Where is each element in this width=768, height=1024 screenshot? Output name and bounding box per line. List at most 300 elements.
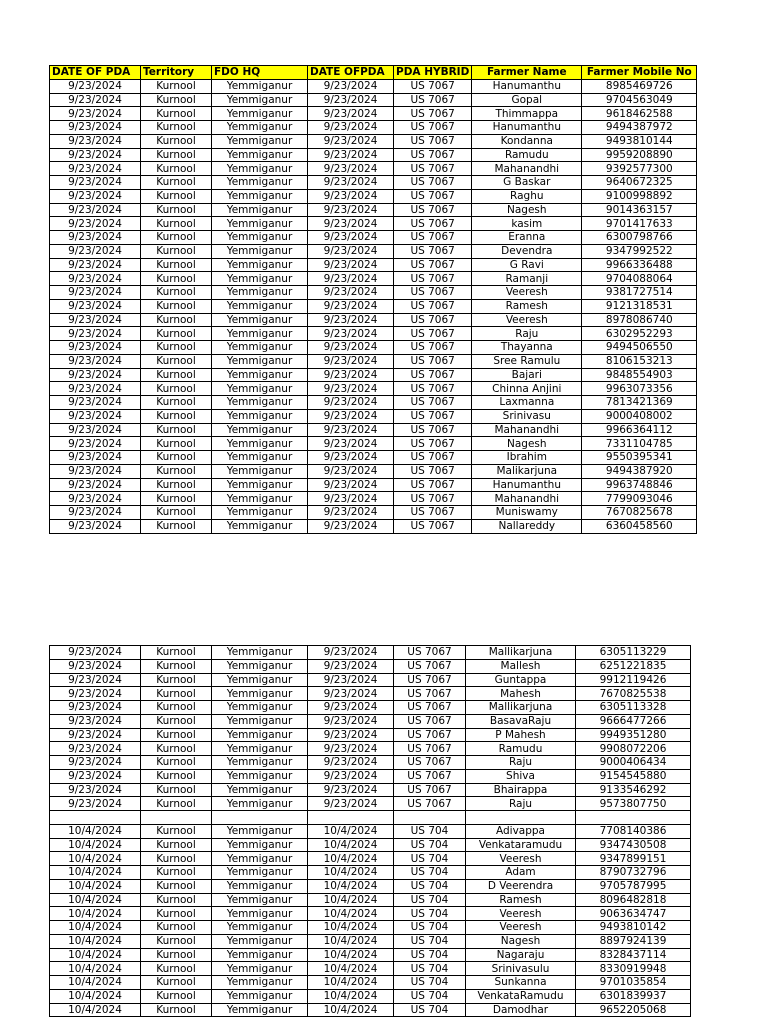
cell-territory: Kurnool (141, 769, 212, 783)
cell-fdo-hq: Yemmiganur (212, 203, 308, 217)
cell-fdo-hq (212, 811, 308, 825)
cell-territory: Kurnool (141, 948, 212, 962)
cell-farmer-name: Hanumanthu (472, 478, 582, 492)
cell-farmer-name: Sree Ramulu (472, 354, 582, 368)
cell-fdo-hq: Yemmiganur (212, 893, 308, 907)
cell-farmer-name: Adam (466, 866, 576, 880)
cell-pda-hybrid: US 704 (394, 907, 466, 921)
table-row (50, 451, 697, 465)
cell-pda-hybrid: US 7067 (394, 231, 472, 245)
cell-date-of-pda: 9/23/2024 (50, 646, 141, 660)
cell-territory: Kurnool (141, 893, 212, 907)
cell-farmer-name: P Mahesh (466, 728, 576, 742)
cell-farmer-mobile: 9908072206 (576, 742, 691, 756)
cell-date-ofpda: 9/23/2024 (308, 107, 394, 121)
cell-pda-hybrid: US 7067 (394, 272, 472, 286)
cell-farmer-name: Ramanji (472, 272, 582, 286)
table-row (50, 286, 697, 300)
table-row (50, 921, 691, 935)
cell-pda-hybrid: US 7067 (394, 176, 472, 190)
table-row (50, 866, 691, 880)
cell-farmer-mobile: 6302952293 (582, 327, 697, 341)
cell-date-ofpda: 9/23/2024 (308, 299, 394, 313)
cell-fdo-hq: Yemmiganur (212, 701, 308, 715)
cell-pda-hybrid: US 7067 (394, 148, 472, 162)
cell-territory: Kurnool (141, 756, 212, 770)
cell-fdo-hq: Yemmiganur (212, 299, 308, 313)
cell-territory: Kurnool (141, 866, 212, 880)
cell-pda-hybrid: US 7067 (394, 409, 472, 423)
cell-date-of-pda: 9/23/2024 (50, 769, 141, 783)
cell-farmer-name: Hanumanthu (472, 79, 582, 93)
cell-farmer-mobile: 9848554903 (582, 368, 697, 382)
cell-date-ofpda: 9/23/2024 (308, 93, 394, 107)
cell-farmer-mobile: 9704088064 (582, 272, 697, 286)
cell-date-of-pda: 9/23/2024 (50, 79, 141, 93)
cell-date-ofpda: 10/4/2024 (308, 948, 394, 962)
table-row (50, 121, 697, 135)
cell-farmer-mobile: 6305113229 (576, 646, 691, 660)
cell-date-ofpda: 9/23/2024 (308, 286, 394, 300)
cell-date-of-pda: 10/4/2024 (50, 921, 141, 935)
table-row (50, 258, 697, 272)
cell-date-of-pda: 10/4/2024 (50, 962, 141, 976)
cell-farmer-name: Ramudu (472, 148, 582, 162)
cell-date-of-pda: 9/23/2024 (50, 506, 141, 520)
cell-farmer-mobile: 6251221835 (576, 659, 691, 673)
cell-pda-hybrid: US 7067 (394, 492, 472, 506)
table-row (50, 409, 697, 423)
table-row (50, 811, 691, 825)
cell-territory: Kurnool (141, 437, 212, 451)
cell-farmer-mobile: 7331104785 (582, 437, 697, 451)
cell-territory: Kurnool (141, 286, 212, 300)
cell-farmer-name (466, 811, 576, 825)
table-row (50, 299, 697, 313)
cell-territory: Kurnool (141, 244, 212, 258)
table-row (50, 756, 691, 770)
cell-pda-hybrid: US 7067 (394, 382, 472, 396)
cell-farmer-mobile: 8985469726 (582, 79, 697, 93)
cell-date-of-pda: 9/23/2024 (50, 258, 141, 272)
cell-fdo-hq: Yemmiganur (212, 742, 308, 756)
cell-date-of-pda: 9/23/2024 (50, 478, 141, 492)
cell-pda-hybrid: US 704 (394, 921, 466, 935)
cell-farmer-name: Mahanandhi (472, 423, 582, 437)
cell-date-ofpda: 9/23/2024 (308, 673, 394, 687)
cell-date-ofpda: 9/23/2024 (308, 162, 394, 176)
cell-date-of-pda: 9/23/2024 (50, 437, 141, 451)
cell-date-of-pda: 9/23/2024 (50, 162, 141, 176)
cell-farmer-name: Bhairappa (466, 783, 576, 797)
cell-pda-hybrid: US 7067 (394, 423, 472, 437)
table-row (50, 948, 691, 962)
cell-pda-hybrid: US 7067 (394, 93, 472, 107)
cell-territory: Kurnool (141, 783, 212, 797)
cell-date-ofpda: 9/23/2024 (308, 646, 394, 660)
cell-date-ofpda: 9/23/2024 (308, 742, 394, 756)
cell-fdo-hq: Yemmiganur (212, 506, 308, 520)
cell-pda-hybrid: US 704 (394, 976, 466, 990)
cell-fdo-hq: Yemmiganur (212, 921, 308, 935)
cell-date-of-pda: 10/4/2024 (50, 948, 141, 962)
cell-farmer-mobile: 9573807750 (576, 797, 691, 811)
cell-farmer-mobile: 9959208890 (582, 148, 697, 162)
cell-date-ofpda: 9/23/2024 (308, 258, 394, 272)
cell-farmer-name: Mahanandhi (472, 162, 582, 176)
cell-date-of-pda: 9/23/2024 (50, 272, 141, 286)
cell-farmer-mobile: 8330919948 (576, 962, 691, 976)
cell-date-of-pda: 9/23/2024 (50, 687, 141, 701)
cell-farmer-mobile: 9618462588 (582, 107, 697, 121)
cell-territory: Kurnool (141, 852, 212, 866)
cell-date-of-pda: 10/4/2024 (50, 1003, 141, 1017)
cell-date-ofpda: 9/23/2024 (308, 341, 394, 355)
cell-farmer-mobile: 9494506550 (582, 341, 697, 355)
cell-farmer-name: Raghu (472, 189, 582, 203)
cell-farmer-mobile: 9640672325 (582, 176, 697, 190)
cell-fdo-hq: Yemmiganur (212, 464, 308, 478)
cell-fdo-hq: Yemmiganur (212, 437, 308, 451)
cell-date-ofpda: 9/23/2024 (308, 217, 394, 231)
cell-fdo-hq: Yemmiganur (212, 934, 308, 948)
cell-territory: Kurnool (141, 409, 212, 423)
cell-fdo-hq: Yemmiganur (212, 838, 308, 852)
cell-date-of-pda: 9/23/2024 (50, 286, 141, 300)
cell-fdo-hq: Yemmiganur (212, 93, 308, 107)
table-row (50, 728, 691, 742)
table-row (50, 907, 691, 921)
cell-date-of-pda: 9/23/2024 (50, 134, 141, 148)
cell-fdo-hq: Yemmiganur (212, 327, 308, 341)
table-row (50, 203, 697, 217)
cell-territory: Kurnool (141, 921, 212, 935)
cell-territory: Kurnool (141, 742, 212, 756)
cell-date-ofpda (308, 811, 394, 825)
cell-farmer-mobile: 9100998892 (582, 189, 697, 203)
cell-farmer-name: Srinivasu (472, 409, 582, 423)
cell-date-ofpda: 9/23/2024 (308, 478, 394, 492)
table-row (50, 272, 697, 286)
cell-pda-hybrid: US 7067 (394, 341, 472, 355)
table-row (50, 687, 691, 701)
cell-date-ofpda: 9/23/2024 (308, 176, 394, 190)
cell-farmer-name: VenkataRamudu (466, 989, 576, 1003)
cell-farmer-mobile: 9381727514 (582, 286, 697, 300)
table-body (50, 646, 691, 1017)
cell-farmer-mobile: 9347430508 (576, 838, 691, 852)
cell-date-ofpda: 9/23/2024 (308, 79, 394, 93)
cell-farmer-name: Hanumanthu (472, 121, 582, 135)
cell-date-ofpda: 9/23/2024 (308, 451, 394, 465)
cell-date-of-pda: 9/23/2024 (50, 107, 141, 121)
cell-territory: Kurnool (141, 687, 212, 701)
cell-farmer-name: Mallikarjuna (466, 701, 576, 715)
cell-territory: Kurnool (141, 121, 212, 135)
cell-date-ofpda: 9/23/2024 (308, 231, 394, 245)
cell-pda-hybrid: US 704 (394, 866, 466, 880)
cell-farmer-name: Gopal (472, 93, 582, 107)
cell-fdo-hq: Yemmiganur (212, 659, 308, 673)
cell-date-ofpda: 10/4/2024 (308, 921, 394, 935)
cell-fdo-hq: Yemmiganur (212, 783, 308, 797)
table-row (50, 368, 697, 382)
cell-pda-hybrid: US 7067 (394, 203, 472, 217)
cell-fdo-hq: Yemmiganur (212, 852, 308, 866)
cell-farmer-name: D Veerendra (466, 879, 576, 893)
cell-territory: Kurnool (141, 838, 212, 852)
cell-date-of-pda: 9/23/2024 (50, 176, 141, 190)
cell-pda-hybrid: US 7067 (394, 742, 466, 756)
cell-date-of-pda (50, 811, 141, 825)
cell-date-ofpda: 9/23/2024 (308, 368, 394, 382)
table-row (50, 327, 697, 341)
cell-date-of-pda: 9/23/2024 (50, 203, 141, 217)
header-date-ofpda: DATE OFPDA (308, 66, 394, 80)
table-row (50, 382, 697, 396)
cell-date-ofpda: 9/23/2024 (308, 121, 394, 135)
table-row (50, 893, 691, 907)
cell-territory: Kurnool (141, 714, 212, 728)
cell-farmer-mobile: 9347899151 (576, 852, 691, 866)
cell-farmer-name: Mahanandhi (472, 492, 582, 506)
cell-farmer-mobile: 6360458560 (582, 519, 697, 533)
cell-farmer-name: BasavaRaju (466, 714, 576, 728)
cell-fdo-hq: Yemmiganur (212, 121, 308, 135)
cell-date-ofpda: 9/23/2024 (308, 134, 394, 148)
cell-fdo-hq: Yemmiganur (212, 244, 308, 258)
table-row (50, 437, 697, 451)
cell-pda-hybrid: US 7067 (394, 797, 466, 811)
cell-territory: Kurnool (141, 673, 212, 687)
cell-farmer-mobile: 9652205068 (576, 1003, 691, 1017)
cell-date-ofpda: 9/23/2024 (308, 464, 394, 478)
cell-territory: Kurnool (141, 962, 212, 976)
cell-pda-hybrid (394, 811, 466, 825)
cell-pda-hybrid: US 7067 (394, 714, 466, 728)
cell-pda-hybrid: US 7067 (394, 437, 472, 451)
cell-fdo-hq: Yemmiganur (212, 162, 308, 176)
cell-farmer-name: Ramesh (466, 893, 576, 907)
cell-date-ofpda: 9/23/2024 (308, 244, 394, 258)
cell-pda-hybrid: US 7067 (394, 368, 472, 382)
cell-date-of-pda: 9/23/2024 (50, 327, 141, 341)
cell-farmer-mobile: 7670825678 (582, 506, 697, 520)
cell-territory: Kurnool (141, 506, 212, 520)
cell-territory: Kurnool (141, 313, 212, 327)
table-row (50, 838, 691, 852)
cell-date-of-pda: 9/23/2024 (50, 121, 141, 135)
cell-date-of-pda: 9/23/2024 (50, 189, 141, 203)
cell-farmer-mobile: 9666477266 (576, 714, 691, 728)
cell-territory: Kurnool (141, 354, 212, 368)
cell-date-ofpda: 9/23/2024 (308, 148, 394, 162)
cell-territory: Kurnool (141, 162, 212, 176)
farmer-table-page-1 (49, 65, 697, 534)
cell-pda-hybrid: US 7067 (394, 464, 472, 478)
cell-fdo-hq: Yemmiganur (212, 409, 308, 423)
cell-fdo-hq: Yemmiganur (212, 107, 308, 121)
cell-farmer-mobile: 8096482818 (576, 893, 691, 907)
cell-farmer-mobile: 8978086740 (582, 313, 697, 327)
header-date-of-pda: DATE OF PDA (50, 66, 141, 80)
cell-territory: Kurnool (141, 107, 212, 121)
cell-date-ofpda: 9/23/2024 (308, 714, 394, 728)
cell-farmer-mobile: 9963073356 (582, 382, 697, 396)
cell-farmer-mobile: 9494387920 (582, 464, 697, 478)
table-row (50, 189, 697, 203)
cell-date-of-pda: 9/23/2024 (50, 659, 141, 673)
cell-date-of-pda: 9/23/2024 (50, 148, 141, 162)
cell-pda-hybrid: US 7067 (394, 646, 466, 660)
table-row (50, 217, 697, 231)
cell-date-of-pda: 10/4/2024 (50, 907, 141, 921)
table-row (50, 162, 697, 176)
header-territory: Territory (141, 66, 212, 80)
table-row (50, 852, 691, 866)
cell-date-ofpda: 9/23/2024 (308, 701, 394, 715)
table-row (50, 506, 697, 520)
cell-farmer-name: Veeresh (466, 907, 576, 921)
cell-pda-hybrid: US 704 (394, 838, 466, 852)
cell-date-of-pda: 9/23/2024 (50, 231, 141, 245)
cell-date-of-pda: 10/4/2024 (50, 879, 141, 893)
cell-territory: Kurnool (141, 519, 212, 533)
cell-fdo-hq: Yemmiganur (212, 687, 308, 701)
cell-pda-hybrid: US 7067 (394, 79, 472, 93)
cell-date-ofpda: 10/4/2024 (308, 879, 394, 893)
cell-farmer-name: Nagaraju (466, 948, 576, 962)
cell-fdo-hq: Yemmiganur (212, 824, 308, 838)
table-row (50, 423, 697, 437)
cell-date-of-pda: 9/23/2024 (50, 382, 141, 396)
cell-farmer-name: Bajari (472, 368, 582, 382)
cell-territory: Kurnool (141, 423, 212, 437)
table-row (50, 464, 697, 478)
cell-fdo-hq: Yemmiganur (212, 976, 308, 990)
cell-farmer-name: Raju (466, 797, 576, 811)
cell-farmer-mobile: 9963748846 (582, 478, 697, 492)
cell-territory: Kurnool (141, 646, 212, 660)
cell-farmer-name: G Ravi (472, 258, 582, 272)
cell-fdo-hq: Yemmiganur (212, 866, 308, 880)
cell-territory: Kurnool (141, 217, 212, 231)
table-row (50, 231, 697, 245)
cell-pda-hybrid: US 7067 (394, 189, 472, 203)
cell-date-ofpda: 9/23/2024 (308, 756, 394, 770)
cell-fdo-hq: Yemmiganur (212, 134, 308, 148)
table-row (50, 976, 691, 990)
cell-fdo-hq: Yemmiganur (212, 714, 308, 728)
cell-fdo-hq: Yemmiganur (212, 79, 308, 93)
cell-territory: Kurnool (141, 148, 212, 162)
cell-farmer-mobile: 9063634747 (576, 907, 691, 921)
cell-pda-hybrid: US 704 (394, 852, 466, 866)
cell-farmer-mobile: 9347992522 (582, 244, 697, 258)
cell-date-ofpda: 9/23/2024 (308, 437, 394, 451)
cell-pda-hybrid: US 7067 (394, 396, 472, 410)
table-row (50, 701, 691, 715)
cell-date-of-pda: 9/23/2024 (50, 797, 141, 811)
cell-fdo-hq: Yemmiganur (212, 879, 308, 893)
table-row (50, 797, 691, 811)
cell-territory: Kurnool (141, 976, 212, 990)
cell-date-ofpda: 9/23/2024 (308, 313, 394, 327)
cell-farmer-name: Veeresh (472, 313, 582, 327)
cell-farmer-name: Nagesh (472, 437, 582, 451)
cell-date-of-pda: 9/23/2024 (50, 217, 141, 231)
cell-farmer-name: Devendra (472, 244, 582, 258)
cell-pda-hybrid: US 7067 (394, 107, 472, 121)
cell-farmer-mobile: 8106153213 (582, 354, 697, 368)
cell-date-ofpda: 9/23/2024 (308, 354, 394, 368)
cell-farmer-name: Nagesh (466, 934, 576, 948)
cell-farmer-name: Guntappa (466, 673, 576, 687)
cell-territory: Kurnool (141, 176, 212, 190)
cell-pda-hybrid: US 7067 (394, 286, 472, 300)
cell-farmer-name: G Baskar (472, 176, 582, 190)
table-row (50, 244, 697, 258)
cell-date-of-pda: 9/23/2024 (50, 244, 141, 258)
cell-farmer-mobile: 9392577300 (582, 162, 697, 176)
cell-farmer-mobile: 9014363157 (582, 203, 697, 217)
cell-territory: Kurnool (141, 327, 212, 341)
cell-territory: Kurnool (141, 879, 212, 893)
cell-farmer-mobile: 6301839937 (576, 989, 691, 1003)
cell-farmer-name: Laxmanna (472, 396, 582, 410)
table-row (50, 79, 697, 93)
cell-date-of-pda: 9/23/2024 (50, 409, 141, 423)
cell-pda-hybrid: US 704 (394, 824, 466, 838)
cell-fdo-hq: Yemmiganur (212, 478, 308, 492)
cell-fdo-hq: Yemmiganur (212, 948, 308, 962)
cell-farmer-name: Damodhar (466, 1003, 576, 1017)
cell-farmer-mobile: 9966336488 (582, 258, 697, 272)
cell-date-ofpda: 9/23/2024 (308, 272, 394, 286)
table-row (50, 646, 691, 660)
table-row (50, 313, 697, 327)
cell-date-ofpda: 10/4/2024 (308, 824, 394, 838)
cell-pda-hybrid: US 7067 (394, 701, 466, 715)
cell-fdo-hq: Yemmiganur (212, 451, 308, 465)
cell-farmer-name: kasim (472, 217, 582, 231)
cell-farmer-name: Nagesh (472, 203, 582, 217)
cell-date-of-pda: 9/23/2024 (50, 341, 141, 355)
cell-date-ofpda: 9/23/2024 (308, 506, 394, 520)
cell-pda-hybrid: US 7067 (394, 299, 472, 313)
cell-date-ofpda: 9/23/2024 (308, 203, 394, 217)
cell-date-of-pda: 10/4/2024 (50, 824, 141, 838)
cell-date-of-pda: 9/23/2024 (50, 423, 141, 437)
cell-date-of-pda: 9/23/2024 (50, 714, 141, 728)
cell-territory: Kurnool (141, 341, 212, 355)
cell-farmer-mobile (576, 811, 691, 825)
cell-date-ofpda: 9/23/2024 (308, 519, 394, 533)
cell-territory: Kurnool (141, 728, 212, 742)
cell-fdo-hq: Yemmiganur (212, 728, 308, 742)
cell-date-of-pda: 9/23/2024 (50, 93, 141, 107)
cell-fdo-hq: Yemmiganur (212, 797, 308, 811)
table-row (50, 989, 691, 1003)
header-farmer-mobile: Farmer Mobile No (582, 66, 697, 80)
cell-date-of-pda: 9/23/2024 (50, 756, 141, 770)
cell-farmer-mobile: 9000406434 (576, 756, 691, 770)
cell-date-of-pda: 10/4/2024 (50, 852, 141, 866)
cell-farmer-mobile: 9494387972 (582, 121, 697, 135)
cell-date-of-pda: 9/23/2024 (50, 368, 141, 382)
cell-date-ofpda: 10/4/2024 (308, 893, 394, 907)
cell-farmer-mobile: 8328437114 (576, 948, 691, 962)
